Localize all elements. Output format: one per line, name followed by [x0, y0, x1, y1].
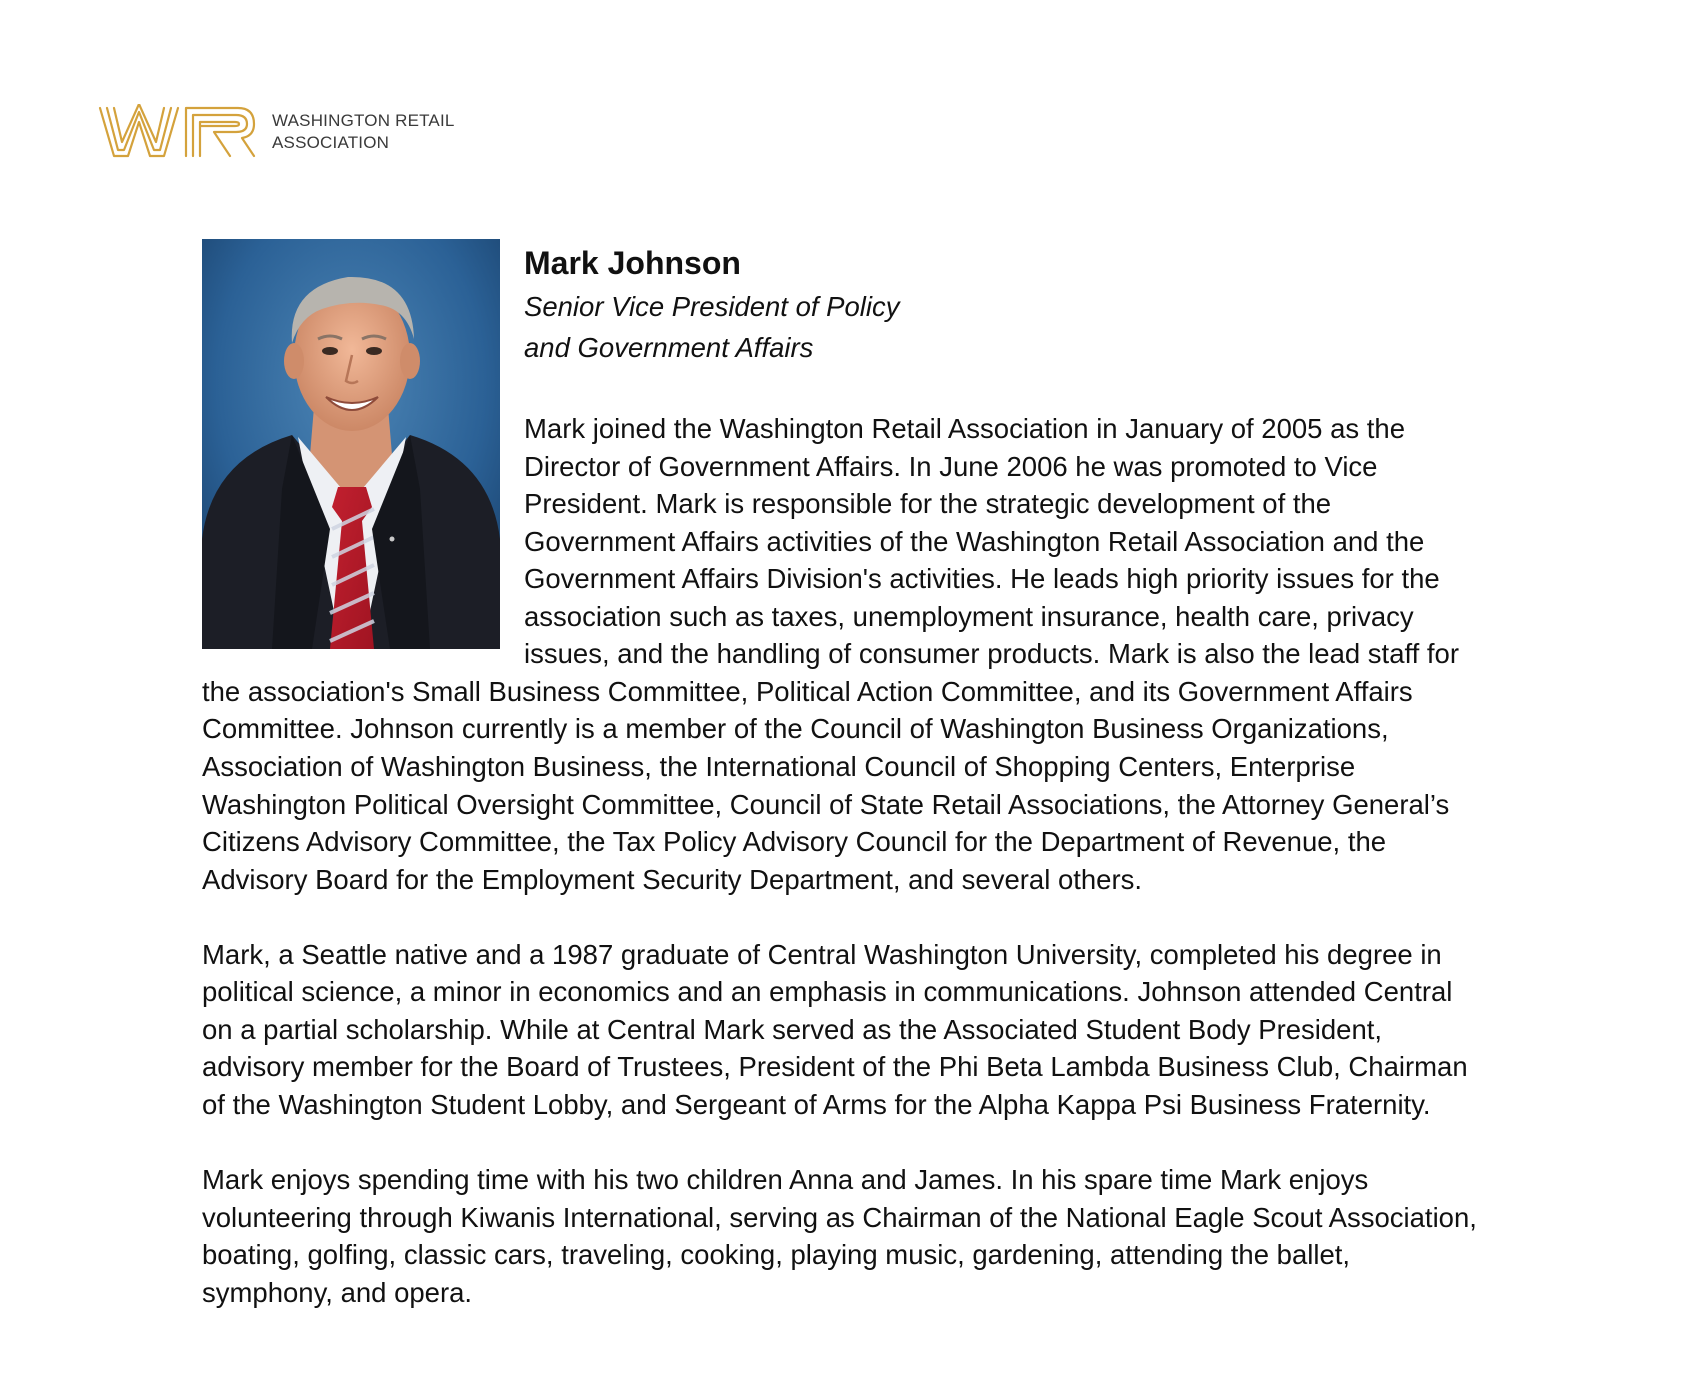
- bio-line: Association of Washington Business, the International Council of Shopping Centers, Enterprise: [202, 751, 1356, 782]
- bio-line: Advisory Board for the Employment Security Department, and several others.: [202, 864, 1143, 895]
- bio-line: Director of Government Affairs. In June 2006 he was promoted to Vice: [524, 451, 1378, 482]
- bio-line: Mark, a Seattle native and a 1987 graduate of Central Washington University, completed his degree in: [202, 939, 1442, 970]
- wr-logo-icon: [98, 104, 256, 160]
- organization-logo: [98, 104, 455, 160]
- bio-line: Mark enjoys spending time with his two children Anna and James. In his spare time Mark enjoys: [202, 1164, 1369, 1195]
- job-title-line-1: Senior Vice President of Policy: [524, 291, 900, 322]
- logo-line-1: WASHINGTON RETAIL: [272, 111, 455, 130]
- logo-line-2: ASSOCIATION: [272, 133, 390, 152]
- job-title: [524, 286, 900, 368]
- bio-line: Government Affairs Division's activities. He leads high priority issues for the: [524, 563, 1440, 594]
- bio-line: boating, golfing, classic cars, traveling, cooking, playing music, gardening, attending the ballet,: [202, 1239, 1351, 1270]
- bio-line: on a partial scholarship. While at Central Mark served as the Associated Student Body President,: [202, 1014, 1383, 1045]
- logo-wordmark: [272, 110, 455, 154]
- bio-line: the association's Small Business Committee, Political Action Committee, and its Government Affairs: [202, 676, 1413, 707]
- person-name: Mark Johnson: [524, 245, 741, 281]
- portrait-photo: [202, 239, 500, 649]
- bio-line: Citizens Advisory Committee, the Tax Policy Advisory Council for the Department of Revenue, the: [202, 826, 1387, 857]
- bio-line: Committee. Johnson currently is a member of the Council of Washington Business Organizations,: [202, 713, 1389, 744]
- bio-line: Mark joined the Washington Retail Association in January of 2005 as the: [524, 413, 1406, 444]
- bio-line: of the Washington Student Lobby, and Sergeant of Arms for the Alpha Kappa Psi Business Fraternity.: [202, 1089, 1431, 1120]
- bio-line: political science, a minor in economics and an emphasis in communications. Johnson attended Central: [202, 976, 1453, 1007]
- bio-line: volunteering through Kiwanis International, serving as Chairman of the National Eagle Scout Association,: [202, 1202, 1477, 1233]
- profile-header: [524, 243, 900, 368]
- bio-line: association such as taxes, unemployment insurance, health care, privacy: [524, 601, 1414, 632]
- bio-line: issues, and the handling of consumer products. Mark is also the lead staff for: [524, 638, 1459, 669]
- job-title-line-2: and Government Affairs: [524, 332, 814, 363]
- bio-line: Government Affairs activities of the Washington Retail Association and the: [524, 526, 1425, 557]
- bio-line: President. Mark is responsible for the strategic development of the: [524, 488, 1332, 519]
- bio-line: symphony, and opera.: [202, 1277, 473, 1308]
- bio-line: Washington Political Oversight Committee, Council of State Retail Associations, the Attorney General’s: [202, 789, 1450, 820]
- bio-line: advisory member for the Board of Trustees, President of the Phi Beta Lambda Business Club, Chairman: [202, 1051, 1468, 1082]
